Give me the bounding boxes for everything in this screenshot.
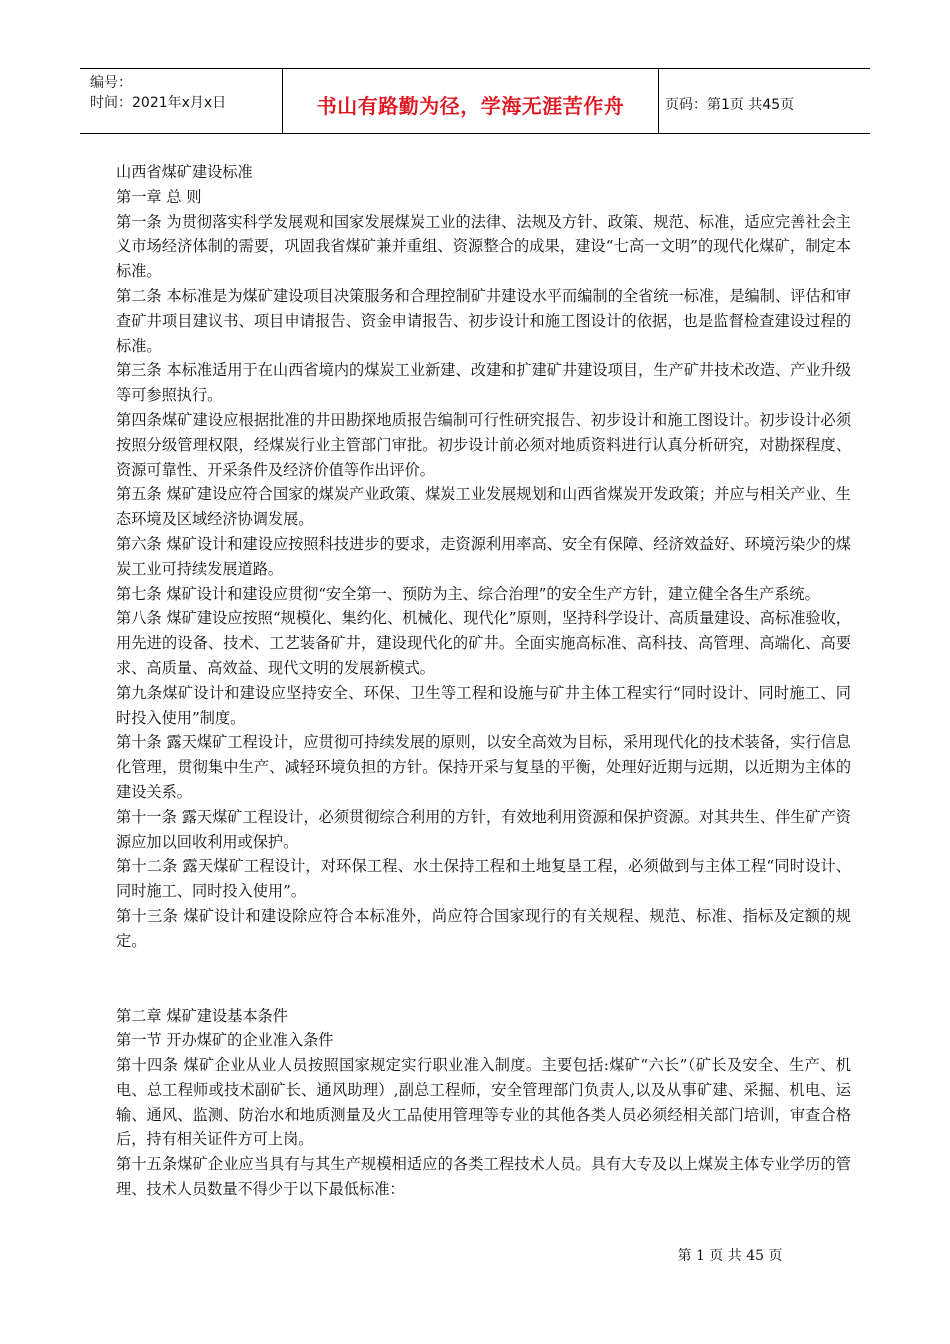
article-paragraph: 第九条煤矿设计和建设应坚持安全、环保、卫生等工程和设施与矿井主体工程实行“同时设计、同时施工、同时投入使用”制度。	[116, 683, 851, 727]
header-meta	[80, 69, 283, 133]
article-paragraph: 第一条 为贯彻落实科学发展观和国家发展煤炭工业的法律、法规及方针、政策、规范、标准，适应完善社会主义市场经济体制的需要，巩固我省煤矿兼并重组、资源整合的成果，建设“七高一文明”的现代化煤矿，制定本标准。	[116, 212, 851, 281]
article-paragraph: 第五条 煤矿建设应符合国家的煤炭产业政策、煤炭工业发展规划和山西省煤炭开发政策；并应与相关产业、生态环境及区域经济协调发展。	[116, 485, 851, 529]
article-paragraph: 第三条 本标准适用于在山西省境内的煤炭工业新建、改建和扩建矿井建设项目，生产矿井技术改造、产业升级等可参照执行。	[116, 361, 851, 405]
chapter-spacer	[116, 954, 851, 1004]
article-paragraph: 第四条煤矿建设应根据批准的井田勘探地质报告编制可行性研究报告、初步设计和施工图设计。初步设计必须按照分级管理权限，经煤炭行业主管部门审批。初步设计前必须对地质资料进行认真分析研究，对勘探程度、资源可靠性、开采条件及经济价值等作出评价。	[116, 410, 851, 479]
article-paragraph: 第十条 露天煤矿工程设计，应贯彻可持续发展的原则，以安全高效为目标，采用现代化的技术装备，实行信息化管理，贯彻集中生产、减轻环境负担的方针。保持开采与复垦的平衡，处理好近期与远期，以近期为主体的建设关系。	[116, 733, 851, 801]
article-paragraph: 第十一条 露天煤矿工程设计，必须贯彻综合利用的方针，有效地利用资源和保护资源。对其共生、伴生矿产资源应加以回收利用或保护。	[116, 807, 851, 851]
article-paragraph: 第十五条煤矿企业应当具有与其生产规模相适应的各类工程技术人员。具有大专及以上煤炭主体专业学历的管理、技术人员数量不得少于以下最低标准：	[116, 1155, 851, 1199]
article-paragraph: 第十四条 煤矿企业从业人员按照国家规定实行职业准入制度。主要包括:煤矿“六长”（矿长及安全、生产、机电、总工程师或技术副矿长、通风助理）,副总工程师，安全管理部门负责人,以及从事矿建、采掘、机电、运输、通风、监测、防治水和地质测量及火工品使用管理等专业的其他各类人员必须经相关部门培训，审查合格后，持有相关证件方可上岗。	[116, 1056, 851, 1149]
article-paragraph: 第七条 煤矿设计和建设应贯彻“安全第一、预防为主、综合治理”的安全生产方针，建立健全各生产系统。	[116, 584, 820, 603]
header-page-number: 页码：第1页 共45页	[665, 97, 795, 113]
article-paragraph: 第二条 本标准是为煤矿建设项目决策服务和合理控制矿井建设水平而编制的全省统一标准，是编制、评估和审查矿井项目建议书、项目申请报告、资金申请报告、初步设计和施工图设计的依据，也是监督检查建设过程的标准。	[116, 286, 851, 355]
header-motto-cell	[283, 69, 659, 133]
header-motto: 书山有路勤为径，学海无涯苦作舟	[316, 93, 625, 118]
footer-page-number: 第 1 页 共 45 页	[677, 1248, 783, 1264]
section-heading: 第一节 开办煤矿的企业准入条件	[116, 1031, 334, 1050]
article-paragraph: 第十二条 露天煤矿工程设计，对环保工程、水土保持工程和土地复垦工程，必须做到与主体工程“同时设计、同时施工、同时投入使用”。	[116, 857, 851, 901]
document-body	[116, 160, 851, 1202]
chapter-heading: 第二章 煤矿建设基本条件	[116, 1006, 288, 1025]
page-header	[80, 68, 870, 134]
chapter-heading: 第一章 总 则	[116, 187, 202, 206]
page-footer	[0, 1245, 950, 1265]
article-paragraph: 第八条 煤矿建设应按照“规模化、集约化、机械化、现代化”原则，坚持科学设计、高质量建设、高标准验收，用先进的设备、技术、工艺装备矿井，建设现代化的矿井。全面实施高标准、高科技、高管理、高端化、高要求、高质量、高效益、现代文明的发展新模式。	[116, 609, 851, 677]
article-paragraph: 第六条 煤矿设计和建设应按照科技进步的要求，走资源利用率高、安全有保障、经济效益好、环境污染少的煤炭工业可持续发展道路。	[116, 534, 851, 578]
document-title: 山西省煤矿建设标准	[116, 163, 253, 181]
document-time: 时间：2021年x月x日	[90, 95, 227, 111]
article-paragraph: 第十三条 煤矿设计和建设除应符合本标准外，尚应符合国家现行的有关规程、规范、标准、指标及定额的规定。	[116, 906, 851, 950]
document-number: 编号：	[90, 75, 132, 91]
